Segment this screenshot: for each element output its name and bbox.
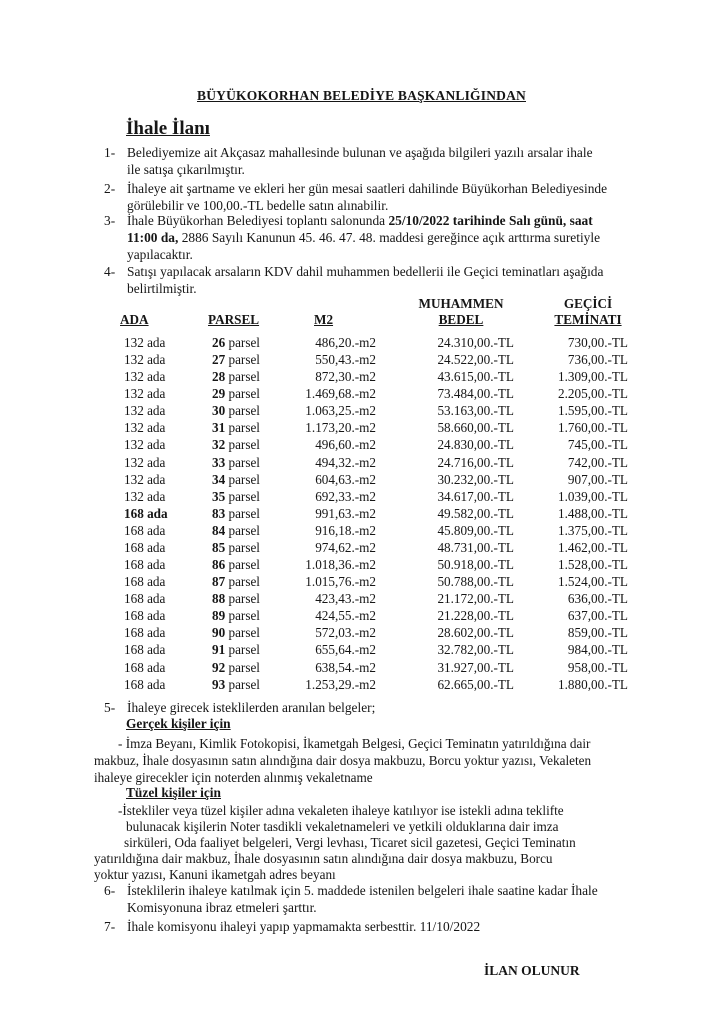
item-3	[104, 212, 684, 263]
parcel-word: parsel	[228, 574, 260, 590]
table-row	[100, 607, 640, 624]
cell-teminat: 1.595,00.-TL	[558, 403, 628, 419]
cell-bedel: 62.665,00.-TL	[437, 676, 514, 692]
cell-bedel: 21.228,00.-TL	[437, 608, 514, 624]
parcel-word: parsel	[228, 335, 260, 350]
date-highlight: 25/10/2022 tarihinde Salı günü, saat	[388, 213, 593, 228]
cell-bedel: 58.660,00.-TL	[437, 420, 514, 436]
parcel-word: parsel	[228, 386, 260, 402]
cell-ada: 132 ada	[124, 437, 166, 453]
cell-bedel: 28.602,00.-TL	[437, 625, 514, 641]
parcel-number: 83	[212, 505, 226, 521]
table-row	[100, 419, 640, 436]
cell-parsel	[212, 573, 260, 590]
cell-m2: 692,33.-m2	[315, 488, 376, 504]
item-text: Komisyonuna ibraz etmeleri şarttır.	[127, 900, 317, 915]
item-1	[104, 144, 684, 178]
item-4	[104, 263, 684, 297]
parcel-word: parsel	[228, 454, 260, 470]
section-legal-entities: Tüzel kişiler için	[126, 785, 221, 800]
paragraph-line: bulunacak kişilerin Noter tasdikli vekaletnameleri ve yetkili olduklarına dair imza	[126, 819, 559, 834]
cell-bedel: 53.163,00.-TL	[437, 403, 514, 419]
cell-m2: 655,64.-m2	[315, 642, 376, 658]
table-row	[100, 488, 640, 505]
cell-teminat: 1.524,00.-TL	[558, 574, 628, 590]
paragraph-line: - İmza Beyanı, Kimlik Fotokopisi, İkametgah Belgesi, Geçici Teminatın yatırıldığına dair	[118, 736, 591, 751]
cell-teminat: 742,00.-TL	[567, 454, 628, 470]
cell-parsel	[212, 556, 260, 573]
item-number: 1-	[104, 145, 116, 160]
cell-bedel: 21.172,00.-TL	[437, 591, 514, 607]
item-text: İhale komisyonu ihaleyi yapıp yapmamakta serbesttir. 11/10/2022	[127, 919, 481, 934]
parcel-number: 90	[212, 625, 226, 641]
header-bedel-top: MUHAMMEN	[418, 296, 504, 311]
item-text: İhaleye ait şartname ve ekleri her gün mesai saatleri dahilinde Büyükorhan Belediyesinde	[127, 181, 608, 196]
cell-ada: 132 ada	[124, 420, 166, 436]
parcel-word: parsel	[228, 608, 260, 624]
cell-m2: 916,18.-m2	[315, 522, 376, 538]
cell-bedel: 24.310,00.-TL	[437, 335, 514, 350]
cell-teminat: 1.309,00.-TL	[558, 369, 628, 385]
cell-teminat: 1.528,00.-TL	[558, 557, 628, 573]
parcel-number: 28	[212, 369, 226, 385]
table-row	[100, 385, 640, 402]
parcel-word: parsel	[228, 625, 260, 641]
table-row	[100, 454, 640, 471]
parcel-number: 91	[212, 642, 226, 658]
parcel-word: parsel	[228, 437, 260, 453]
cell-parsel	[212, 488, 260, 505]
parcel-word: parsel	[228, 420, 260, 436]
cell-parsel	[212, 419, 260, 436]
cell-m2: 991,63.-m2	[315, 505, 376, 521]
cell-parsel	[212, 471, 260, 488]
parcel-word: parsel	[228, 539, 260, 555]
cell-m2: 1.063,25.-m2	[305, 403, 376, 419]
parcel-number: 88	[212, 591, 226, 607]
cell-m2: 550,43.-m2	[315, 352, 376, 368]
cell-bedel: 48.731,00.-TL	[437, 539, 514, 555]
cell-bedel: 31.927,00.-TL	[437, 659, 514, 675]
cell-parsel	[212, 607, 260, 624]
cell-m2: 423,43.-m2	[315, 591, 376, 607]
table-row	[100, 334, 640, 351]
header-ada: ADA	[120, 312, 149, 327]
parcel-number: 89	[212, 608, 226, 624]
paragraph-line: yatırıldığına dair makbuz, İhale dosyasının satın alındığına dair dosya makbuzu, Borcu	[94, 851, 553, 866]
cell-ada: 168 ada	[124, 591, 166, 607]
parcel-number: 92	[212, 659, 226, 675]
item-7	[104, 918, 684, 935]
paragraph-line: -İstekliler veya tüzel kişiler adına vekaleten ihaleye katılıyor ise istekli adına teklifte	[118, 803, 564, 818]
paragraph-line: ihaleye girecekler için noterden alınmış vekaletname	[94, 770, 373, 785]
cell-teminat: 1.880,00.-TL	[558, 676, 628, 692]
cell-teminat: 637,00.-TL	[567, 608, 628, 624]
header-teminat-top: GEÇİCİ	[563, 296, 613, 311]
cell-teminat: 2.205,00.-TL	[558, 386, 628, 402]
cell-bedel: 30.232,00.-TL	[437, 471, 514, 487]
cell-ada: 168 ada	[124, 557, 166, 573]
cell-ada: 168 ada	[124, 625, 166, 641]
parcel-word: parsel	[228, 352, 260, 368]
item-number: 4-	[104, 264, 116, 279]
cell-ada: 132 ada	[124, 386, 166, 402]
cell-m2: 1.469,68.-m2	[305, 386, 376, 402]
cell-bedel: 24.522,00.-TL	[437, 352, 514, 368]
cell-bedel: 73.484,00.-TL	[437, 386, 514, 402]
cell-parsel	[212, 351, 260, 368]
paragraph-line: yoktur yazısı, Kanuni ikametgah adres beyanı	[94, 867, 336, 882]
table-row	[100, 402, 640, 419]
cell-teminat: 1.488,00.-TL	[558, 505, 628, 521]
item-6	[104, 882, 684, 916]
cell-teminat: 958,00.-TL	[567, 659, 628, 675]
header-bedel: BEDEL	[438, 312, 484, 327]
cell-teminat: 859,00.-TL	[567, 625, 628, 641]
table-row	[100, 522, 640, 539]
section-real-persons: Gerçek kişiler için	[126, 716, 231, 731]
cell-parsel	[212, 385, 260, 402]
parcel-number: 27	[212, 352, 226, 368]
cell-bedel: 50.918,00.-TL	[437, 557, 514, 573]
cell-ada: 132 ada	[124, 335, 166, 350]
cell-ada: 168 ada	[124, 659, 166, 675]
cell-bedel: 50.788,00.-TL	[437, 574, 514, 590]
cell-m2: 872,30.-m2	[315, 369, 376, 385]
parcel-number: 35	[212, 488, 226, 504]
cell-m2: 1.018,36.-m2	[305, 557, 376, 573]
cell-teminat: 1.760,00.-TL	[558, 420, 628, 436]
cell-bedel: 45.809,00.-TL	[437, 522, 514, 538]
cell-m2: 974,62.-m2	[315, 539, 376, 555]
item-text: görülebilir ve 100,00.-TL bedelle satın alınabilir.	[127, 198, 389, 213]
item-text: Belediyemize ait Akçasaz mahallesinde bulunan ve aşağıda bilgileri yazılı arsalar ihale	[127, 145, 593, 160]
cell-teminat: 984,00.-TL	[567, 642, 628, 658]
cell-ada: 168 ada	[124, 505, 168, 521]
table-row	[100, 556, 640, 573]
item-number: 3-	[104, 213, 116, 228]
cell-m2: 572,03.-m2	[315, 625, 376, 641]
item-text: Satışı yapılacak arsaların KDV dahil muhammen bedellerii ile Geçici teminatları aşağıda	[127, 264, 604, 279]
cell-parsel	[212, 590, 260, 607]
cell-m2: 1.173,20.-m2	[305, 420, 376, 436]
parcel-word: parsel	[228, 488, 260, 504]
item-text	[127, 212, 684, 229]
item-text: belirtilmiştir.	[127, 281, 197, 296]
cell-parsel	[212, 436, 260, 453]
cell-ada: 132 ada	[124, 369, 166, 385]
table-row	[100, 539, 640, 556]
paragraph-line: makbuz, İhale dosyasının satın alındığına dair dosya makbuzu, Borcu yoktur yazısı, Vekaleten	[94, 753, 592, 768]
table-row	[100, 676, 640, 693]
parcel-number: 33	[212, 454, 226, 470]
item-number: 6-	[104, 883, 116, 898]
cell-ada: 168 ada	[124, 642, 166, 658]
cell-ada: 168 ada	[124, 608, 166, 624]
parcel-word: parsel	[228, 403, 260, 419]
cell-parsel	[212, 624, 260, 641]
parcel-word: parsel	[228, 505, 260, 521]
parcel-number: 93	[212, 676, 226, 692]
cell-ada: 132 ada	[124, 488, 166, 504]
item-number: 2-	[104, 181, 116, 196]
cell-m2: 496,60.-m2	[315, 437, 376, 453]
cell-m2: 1.253,29.-m2	[305, 676, 376, 692]
table-row	[100, 573, 640, 590]
parcel-word: parsel	[228, 522, 260, 538]
paragraph-line: sirküleri, Oda faaliyet belgeleri, Vergi levhası, Ticaret sicil gazetesi, Geçici Teminatın	[124, 835, 576, 850]
cell-bedel: 32.782,00.-TL	[437, 642, 514, 658]
header-m2: M2	[314, 312, 334, 327]
cell-ada: 132 ada	[124, 352, 166, 368]
cell-teminat: 745,00.-TL	[567, 437, 628, 453]
cell-parsel	[212, 505, 260, 522]
parcel-word: parsel	[228, 591, 260, 607]
cell-teminat: 907,00.-TL	[567, 471, 628, 487]
cell-m2: 424,55.-m2	[315, 608, 376, 624]
cell-teminat: 736,00.-TL	[567, 352, 628, 368]
item-text: İhaleye girecek isteklilerden aranılan belgeler;	[127, 700, 376, 715]
cell-teminat: 1.462,00.-TL	[558, 539, 628, 555]
parcel-number: 34	[212, 471, 226, 487]
cell-ada: 168 ada	[124, 574, 166, 590]
cell-parsel	[212, 539, 260, 556]
document-subtitle: İhale İlanı	[126, 118, 210, 139]
parcel-number: 84	[212, 522, 226, 538]
parcel-number: 87	[212, 574, 226, 590]
header-parsel: PARSEL	[208, 312, 260, 327]
cell-parsel	[212, 454, 260, 471]
cell-ada: 168 ada	[124, 522, 166, 538]
table-row	[100, 471, 640, 488]
cell-ada: 168 ada	[124, 539, 166, 555]
cell-ada: 132 ada	[124, 454, 166, 470]
table-row	[100, 641, 640, 658]
parcel-word: parsel	[228, 659, 260, 675]
table-row	[100, 436, 640, 453]
cell-bedel: 34.617,00.-TL	[437, 488, 514, 504]
cell-bedel: 24.716,00.-TL	[437, 454, 514, 470]
parcel-word: parsel	[228, 557, 260, 573]
cell-ada: 132 ada	[124, 403, 166, 419]
item-number: 5-	[104, 700, 116, 715]
cell-m2: 1.015,76.-m2	[305, 574, 376, 590]
parcel-word: parsel	[228, 642, 260, 658]
cell-bedel: 43.615,00.-TL	[437, 369, 514, 385]
parcel-word: parsel	[228, 471, 260, 487]
cell-parsel	[212, 522, 260, 539]
cell-teminat: 1.375,00.-TL	[558, 522, 628, 538]
cell-teminat: 1.039,00.-TL	[558, 488, 628, 504]
closing-text: İLAN OLUNUR	[484, 963, 580, 978]
cell-teminat: 730,00.-TL	[567, 335, 628, 350]
item-text: yapılacaktır.	[127, 247, 193, 262]
item-2	[104, 180, 684, 214]
cell-bedel: 49.582,00.-TL	[437, 505, 514, 521]
parcel-word: parsel	[228, 369, 260, 385]
time-highlight: 11:00 da,	[127, 230, 179, 245]
table-row	[100, 368, 640, 385]
parcel-number: 31	[212, 420, 226, 436]
item-text-part: 2886 Sayılı Kanunun 45. 46. 47. 48. maddesi gereğince açık arttırma suretiyle	[178, 230, 601, 245]
table-row	[100, 351, 640, 368]
item-text: ile satışa çıkarılmıştır.	[127, 162, 245, 177]
cell-parsel	[212, 641, 260, 658]
cell-parsel	[212, 368, 260, 385]
cell-m2: 638,54.-m2	[315, 659, 376, 675]
cell-parsel	[212, 402, 260, 419]
item-text-part: İhale Büyükorhan Belediyesi toplantı salonunda	[127, 213, 389, 228]
cell-m2: 494,32.-m2	[315, 454, 376, 470]
item-number: 7-	[104, 919, 116, 934]
cell-parsel	[212, 334, 260, 351]
parcel-number: 30	[212, 403, 226, 419]
cell-parsel	[212, 676, 260, 693]
cell-teminat: 636,00.-TL	[567, 591, 628, 607]
cell-m2: 486,20.-m2	[315, 335, 376, 350]
cell-ada: 168 ada	[124, 676, 166, 692]
cell-m2: 604,63.-m2	[315, 471, 376, 487]
cell-bedel: 24.830,00.-TL	[437, 437, 514, 453]
table-row	[100, 505, 640, 522]
header-teminat: TEMİNATI	[554, 312, 622, 327]
parcel-number: 85	[212, 539, 226, 555]
item-text: İsteklilerin ihaleye katılmak için 5. maddede istenilen belgeleri ihale saatine kadar İhale	[127, 883, 598, 898]
table-row	[100, 624, 640, 641]
cell-ada: 132 ada	[124, 471, 166, 487]
table-row	[100, 590, 640, 607]
item-5	[104, 699, 684, 716]
document-title: BÜYÜKOKORHAN BELEDİYE BAŞKANLIĞINDAN	[197, 88, 526, 103]
table-row	[100, 659, 640, 676]
parcel-number: 29	[212, 386, 226, 402]
cell-parsel	[212, 659, 260, 676]
item-text	[127, 229, 684, 246]
parcel-word: parsel	[228, 676, 260, 692]
parcel-number: 26	[212, 335, 226, 350]
parcel-number: 86	[212, 557, 226, 573]
parcel-number: 32	[212, 437, 226, 453]
